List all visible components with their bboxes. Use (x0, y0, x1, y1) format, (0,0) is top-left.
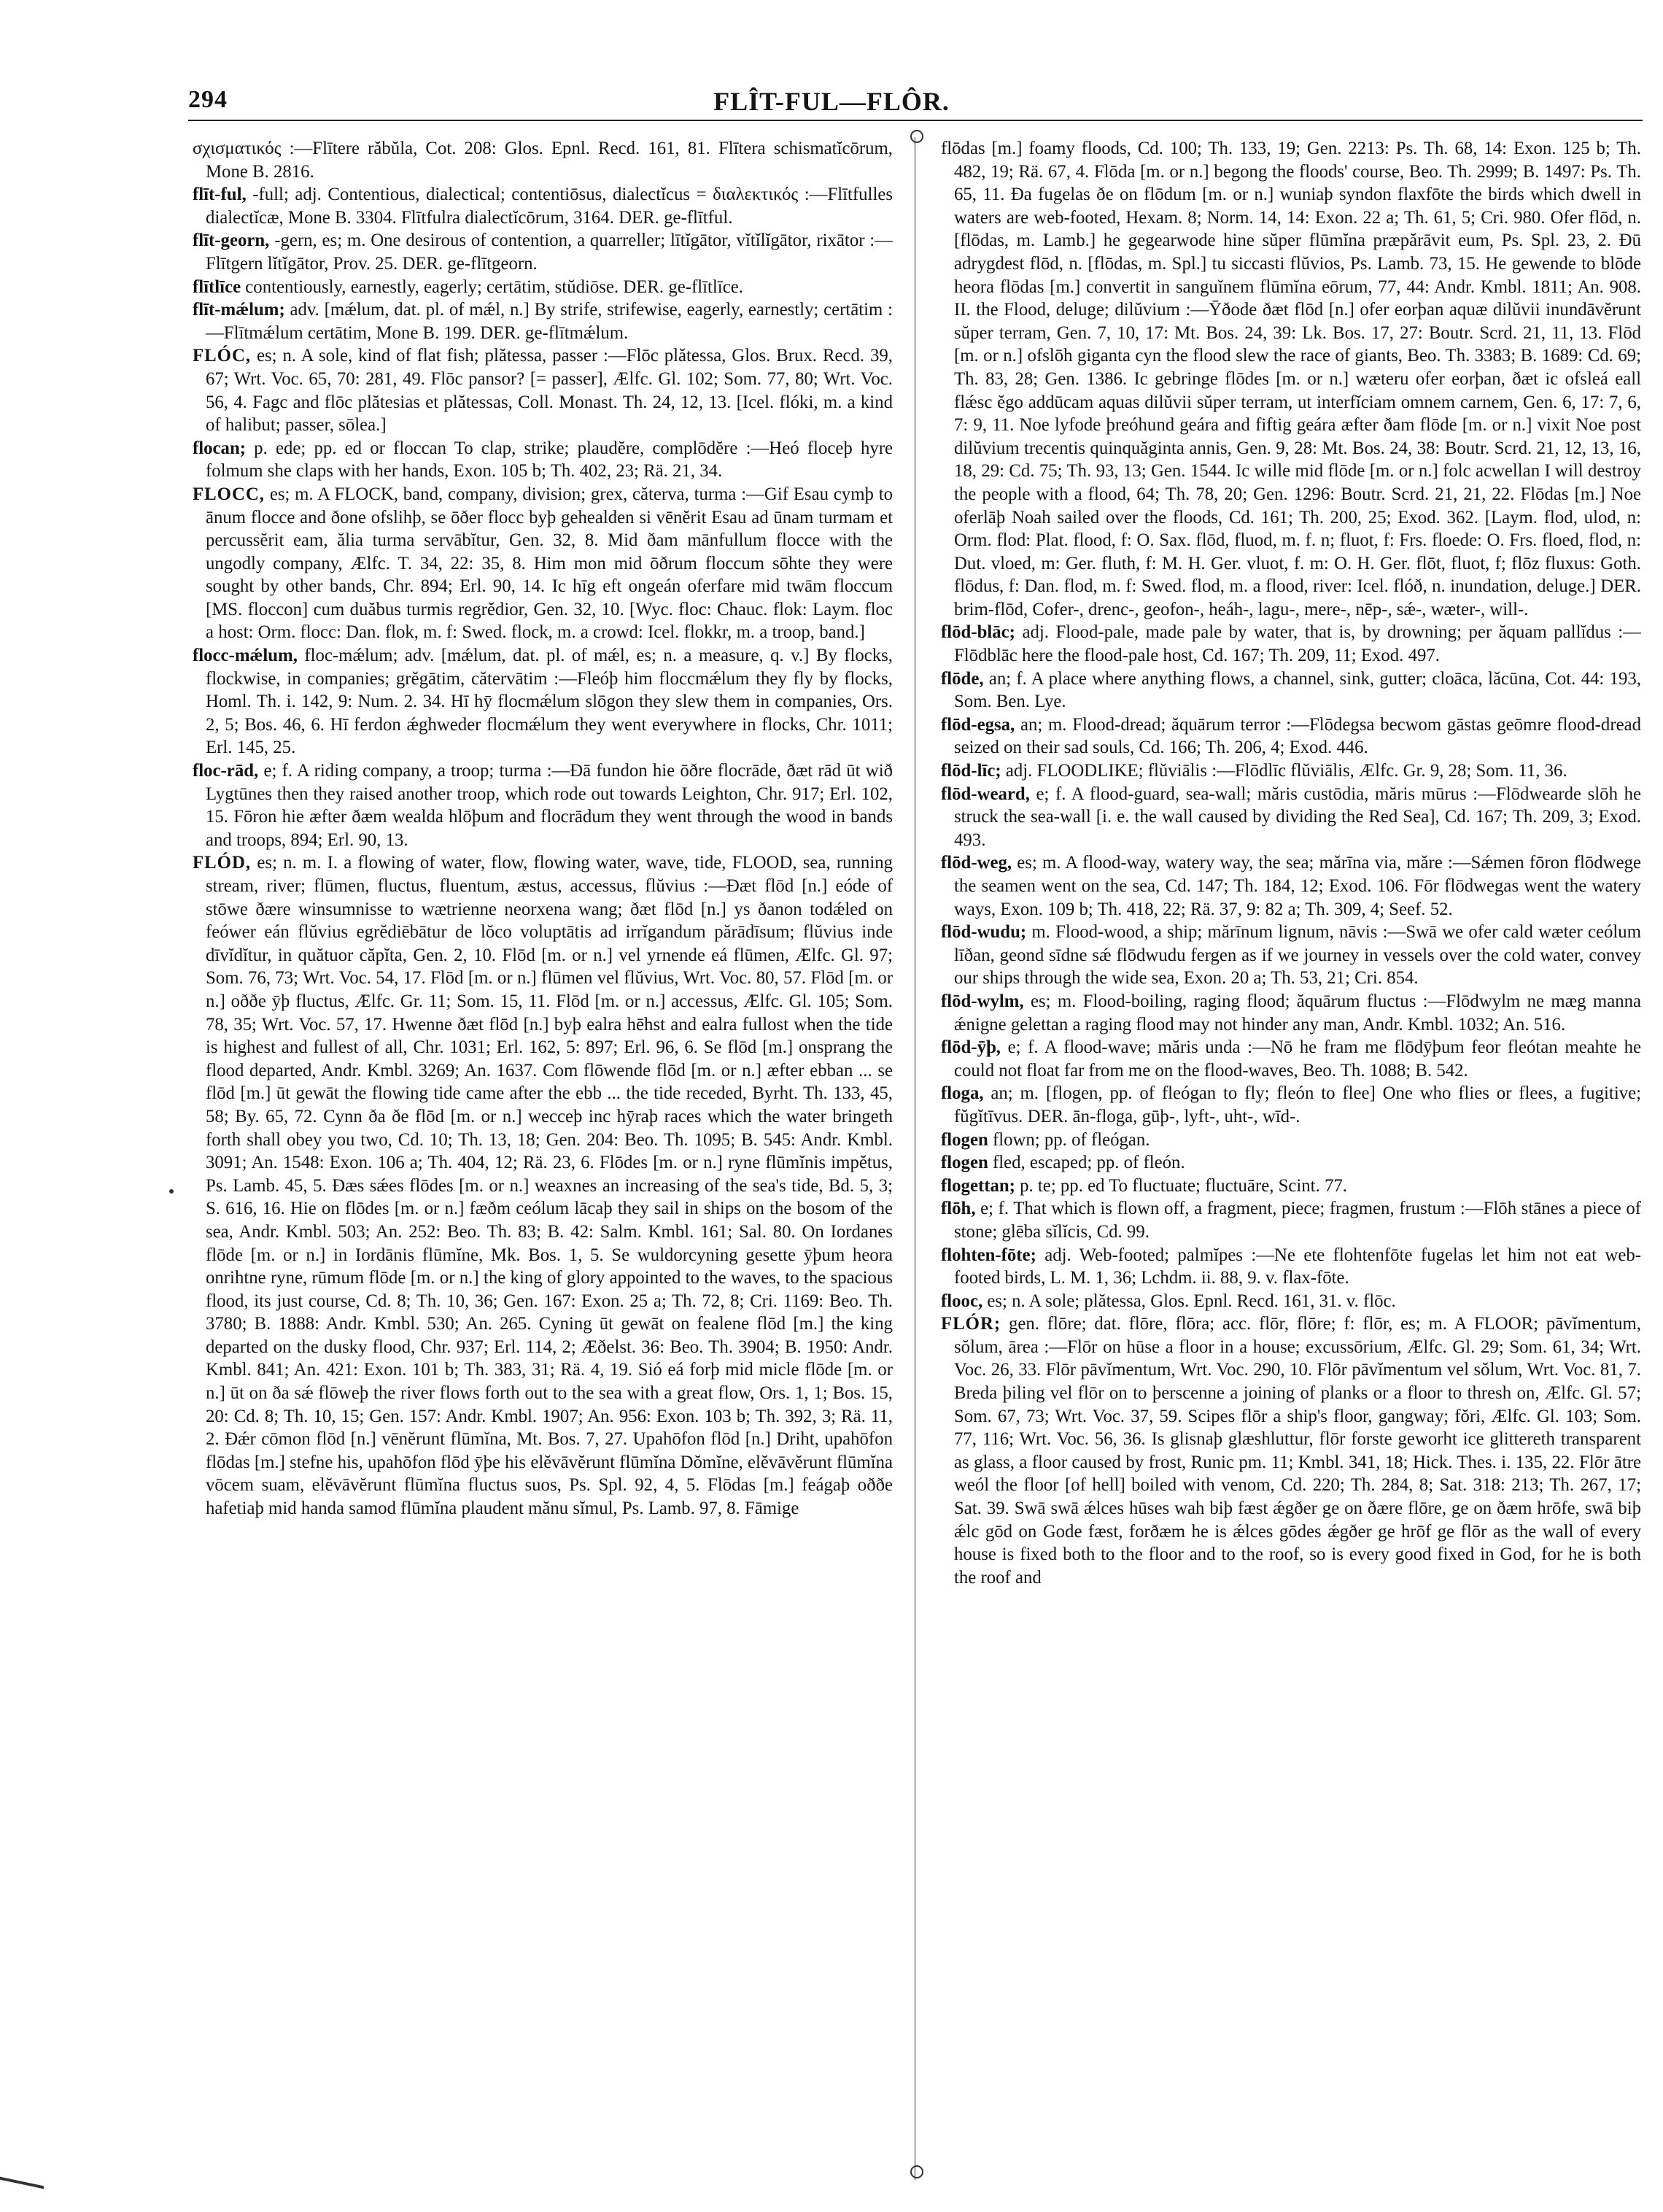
dictionary-entry (941, 1082, 1641, 1128)
page-number: 294 (188, 86, 228, 113)
headword: flīt-georn, (193, 231, 270, 251)
margin-dot (169, 1189, 174, 1194)
header-rule (188, 120, 1643, 121)
dictionary-entry (193, 437, 893, 483)
entry-body: adj. Flood-pale, made pale by water, that is, by drowning; per ăquam pallĭdus :—Flōdblāc here the flood-pale host, Cd. 167; Th. 209, 11; Exod. 497. (954, 622, 1641, 666)
entry-body: an; f. A place where anything flows, a channel, sink, gutter; cloāca, lăcūna, Cot. 44: 193, Som. Ben. Lye. (954, 668, 1641, 712)
headword: FLÓD, (193, 853, 252, 873)
headword: floc-rād, (193, 761, 259, 781)
entry-body: es; m. A FLOCK, band, company, division; grex, căterva, turma :—Gif Esau cymþ to ānum flocce and ðone ofslihþ, se ōðer flocc byþ gehealden si vēnĕrit Esau ad ūnam turmam et percussĕrit eam, ălia turma servābĭtur, Gen. 32, 8. Mid ðam mānfullum flocce with the ungodly company, Ælfc. T. 34, 22: 35, 8. Him mon mid ōðrum floccum sōhte they were sought by other bands, Chr. 894; Erl. 90, 14. Ic hīg eft ongeán oferfare mid twām floccum [MS. floccon] cum duăbus turmis regrĕdior, Gen. 32, 10. [Wyc. floc: Chauc. flok: Laym. floc a host: Orm. flocc: Dan. flok, m. f: Swed. flock, m. a crowd: Icel. flokkr, m. a troop, band.] (206, 484, 893, 643)
headword: flīt-mǽlum; (193, 300, 285, 320)
headword: flīt-ful, (193, 185, 247, 205)
entry-body: e; f. A flood-guard, sea-wall; măris custōdia, măris mūrus :—Flōdwearde slōh he struck the sea-wall [i. e. the wall caused by dividing the Red Sea], Cd. 167; Th. 209, 3; Exod. 493. (954, 784, 1641, 850)
entry-body: contentiously, earnestly, eagerly; certātim, stŭdiōse. DER. ge-flītlīce. (241, 276, 743, 297)
entry-body: es; n. m. I. a flowing of water, flow, flowing water, wave, tide, FLOOD, sea, running stream, river; flūmen, fluctus, fluentum, æstus, accessus, flŭvius :—Ðæt flōd [n.] eóde of stōwe ðære winsumnisse to wætrienne neorxena wang; ðæt flōd [n.] ys ðanon todǽled on feówer eán flŭvius egrĕdiēbātur de lŏco voluptātis ad irrĭgandum părādīsum; flŭvius inde dīvĭdĭtur, in quătuor căpĭta, Gen. 2, 10. Flōd [m. or n.] vel yrnende eá flūmen, Ælfc. Gl. 97; Som. 76, 73; Wrt. Voc. 54, 17. Flōd [m. or n.] flūmen vel flŭvius, Wrt. Voc. 80, 57. Flōd [m. or n.] oððe ȳþ fluctus, Ælfc. Gr. 11; Som. 15, 11. Flōd [m. or n.] accessus, Ælfc. Gl. 105; Som. 78, 35; Wrt. Voc. 57, 17. Hwenne ðæt flōd [n.] byþ ealra hēhst and ealra fullost when the tide is highest and fullest of all, Chr. 1031; Erl. 162, 5: 897; Erl. 96, 6. Se flōd [m.] onsprang the flood departed, Andr. Kmbl. 3269; An. 1637. Com flōwende flōd [m. or n.] æfter ebban ... se flōd [m.] ūt gewāt the flowing tide came after the ebb ... the tide receded, Byrht. Th. 133, 45, 58; By. 65, 72. Cynn ða ðe flōd [m. or n.] wecceþ inc hȳraþ races which the water bringeth forth shall obey you two, Cd. 10; Th. 13, 18; Gen. 204: Beo. Th. 1095; B. 545: Andr. Kmbl. 3091; An. 1548: Exon. 106 a; Th. 404, 12; Rä. 23, 6. Flōdes [m. or n.] ryne flūmĭnis impĕtus, Ps. Lamb. 45, 5. Ðæs sǽes flōdes [m. or n.] weaxnes an increasing of the sea's tide, Bd. 5, 3; S. 616, 16. Hie on flōdes [m. or n.] fæðm ceólum lācaþ they sail in ships on the bosom of the sea, Andr. Kmbl. 503; An. 252: Beo. Th. 83; B. 42: Salm. Kmbl. 161; Sal. 80. On Iordanes flōde [m. or n.] in Iordānis flūmĭne, Mk. Bos. 1, 5. Se wuldorcyning gesette ȳþum heora onrihtne ryne, rūmum flōde [m. or n.] the king of glory appointed to the waves, to the spacious flood, its just course, Cd. 8; Th. 10, 36; Gen. 167: Exon. 25 a; Th. 72, 8; Cri. 1169: Beo. Th. 3780; B. 1888: Andr. Kmbl. 530; An. 265. Cyning ūt gewāt on fealene flōd [m.] the king departed on the dusky flood, Chr. 937; Erl. 114, 2; Æðelst. 36: Beo. Th. 3904; B. 1950: Andr. Kmbl. 841; An. 421: Exon. 101 b; Th. 383, 31; Rä. 4, 19. Sió eá forþ mid micle flōde [m. or n.] ūt on ða sǽ flōweþ the river flows forth out to the sea with a great flow, Ors. 1, 1; Bos. 15, 20: Cd. 8; Th. 10, 15; Gen. 157: Andr. Kmbl. 1907; An. 956: Exon. 103 b; Th. 392, 3; Rä. 11, 2. Ðǽr cōmon flōd [n.] vēnĕrunt flūmĭna, Mt. Bos. 7, 27. Upahōfon flōd [n.] Driht, upahōfon flōdas [m.] stefne his, upahōfon flōd ȳþe his elĕvāvĕrunt flūmĭna Dŏmĭne, elĕvāvĕrunt flūmĭna vōcem suam, elĕvāvĕrunt flūmĭna fluctus suos, Ps. Spl. 92, 4, 5. Flōdas [m.] feágaþ oððe hafetiaþ mid handa samod flūmĭna plaudent mănu sĭmul, Ps. Lamb. 97, 8. Fāmige (206, 853, 893, 1519)
entry-body: es; m. Flood-boiling, raging flood; ăquārum fluctus :—Flōdwylm ne mæg manna ǽnigne gelettan a raging flood may not hinder any man, Andr. Kmbl. 1032; An. 516. (954, 991, 1641, 1035)
headword: flōd-egsa, (941, 714, 1015, 735)
dictionary-entry (941, 990, 1641, 1036)
entry-body: e; f. That which is flown off, a fragment, piece; fragmen, frustum :—Flōh stānes a piece of stone; glēba sĭlĭcis, Cd. 99. (954, 1199, 1641, 1242)
entry-body: an; m. [flogen, pp. of fleógan to fly; fleón to flee] One who flies or flees, a fugitive; fŭgĭtīvus. DER. ān-floga, gūþ-, lyft-, uht-, wīd-. (954, 1083, 1641, 1126)
dictionary-entry (941, 1197, 1641, 1243)
dictionary-entry (193, 183, 893, 229)
entry-body: e; f. A flood-wave; măris unda :—Nō he fram me flōdȳþum feor fleótan meahte he could not float far from me on the flood-waves, Beo. Th. 1088; B. 542. (954, 1037, 1641, 1080)
entry-body: floc-mǽlum; adv. [mǽlum, dat. pl. of mǽl, es; n. a measure, q. v.] By flocks, flockwise, in companies; grĕgātim, cătervātim :—Fleóþ him floccmǽlum they fly by flocks, Homl. Th. i. 142, 9: Num. 2. 34. Hī hȳ flocmǽlum slōgon they slew them in companies, Ors. 2, 5; Bos. 46, 6. Hī ferdon ǽghweder flocmǽlum they went everywhere in flocks, Chr. 1011; Erl. 145, 25. (206, 646, 893, 758)
dictionary-entry (941, 621, 1641, 667)
dictionary-entry (941, 1036, 1641, 1082)
corner-mark (0, 2155, 44, 2189)
entry-body: fled, escaped; pp. of fleón. (988, 1153, 1185, 1173)
entry-body: p. ede; pp. ed or floccan To clap, strike; plaudĕre, complōdĕre :—Heó floceþ hyre folmum she claps with her hands, Exon. 105 b; Th. 402, 23; Rä. 21, 34. (206, 438, 893, 482)
entry-body: an; m. Flood-dread; ăquārum terror :—Flōdegsa becwom gāstas geōmre flood-dread seized on their sad souls, Cd. 166; Th. 206, 4; Exod. 446. (954, 714, 1641, 758)
dictionary-entry (193, 851, 893, 1520)
headword: flohten-fōte; (941, 1245, 1036, 1265)
entry-body: -gern, es; m. One desirous of contention, a quarreller; lītĭgātor, vĭtĭlĭgātor, rixātor :—Flītgern lĭtĭgātor, Prov. 25. DER. ge-flītgeorn. (206, 231, 893, 274)
headword: flocan; (193, 438, 246, 458)
headword: flōh, (941, 1199, 976, 1219)
left-column (193, 137, 893, 2180)
dictionary-entry (941, 851, 1641, 921)
headword: flōde, (941, 668, 984, 689)
headword: flōd-wudu; (941, 922, 1027, 943)
dictionary-entry (941, 668, 1641, 714)
binding-mark-bottom (910, 2165, 923, 2178)
entry-body: flown; pp. of fleógan. (988, 1129, 1150, 1150)
dictionary-entry (193, 229, 893, 275)
entry-body: es; n. A sole; plătessa, Glos. Epnl. Recd. 161, 31. v. flōc. (982, 1291, 1396, 1311)
headword: flogettan; (941, 1175, 1015, 1196)
entry-body: p. te; pp. ed To fluctuate; fluctuāre, Scint. 77. (1015, 1175, 1347, 1196)
dictionary-entry (193, 137, 893, 183)
entry-body: e; f. A riding company, a troop; turma :—Ðā fundon hie ōðre flocrāde, ðæt rād ūt wið Lygtūnes then they raised another troop, which rode out towards Leighton, Chr. 917; Erl. 102, 15. Fōron hie æfter ðæm wealda hlōþum and flocrādum they went through the wood in bands and troops, 894; Erl. 90, 13. (206, 761, 893, 850)
dictionary-entry (193, 298, 893, 344)
entry-body: es; n. A sole, kind of flat fish; plătessa, passer :—Flōc plătessa, Glos. Brux. Recd. 39, 67; Wrt. Voc. 65, 70: 281, 49. Flōc pansor? [= passer], Ælfc. Gl. 102; Som. 77, 80; Wrt. Voc. 56, 4. Fagc and flōc plătesias et plătessas, Coll. Monast. Th. 24, 12, 13. [Icel. flóki, m. a kind of halibut; passer, sōlea.] (206, 346, 893, 436)
binding-mark-top (910, 130, 923, 143)
dictionary-entry (941, 1151, 1641, 1175)
dictionary-entry (193, 483, 893, 644)
dictionary-entry (941, 1290, 1641, 1313)
entry-body: m. Flood-wood, a ship; mărīnum lignum, nāvis :—Swā we ofer cald wæter ceólum līðan, geond sīdne sǽ flōdwudu fergen as if we journey in vessels over the cold water, convey our ships through the wide sea, Exon. 20 a; Th. 53, 21; Cri. 854. (954, 922, 1641, 989)
headword: FLÓR; (941, 1314, 1001, 1334)
dictionary-entry (193, 644, 893, 759)
headword: flōd-ȳþ, (941, 1037, 1001, 1058)
dictionary-entry (193, 344, 893, 436)
entry-body: es; m. A flood-way, watery way, the sea; mărīna via, măre :—Sǽmen fōron flōdwege the seamen went on the sea, Cd. 147; Th. 184, 12; Exod. 106. Fōr flōdwegas went the watery ways, Exon. 109 b; Th. 418, 22; Rä. 37, 9: 82 a; Th. 309, 4; Seef. 52. (954, 853, 1641, 919)
entry-body: adv. [mǽlum, dat. pl. of mǽl, n.] By strife, strifewise, eagerly, earnestly; certātim :—Flītmǽlum certātim, Mone B. 199. DER. ge-flītmǽlum. (206, 300, 893, 343)
entry-body: σχισματικός :—Flītere răbŭla, Cot. 208: Glos. Epnl. Recd. 161, 81. Flītera schismatĭcōrum, Mone B. 2816. (193, 139, 893, 182)
headword: FLÓC, (193, 346, 252, 366)
headword: flōd-weg, (941, 853, 1012, 873)
dictionary-entry (941, 1312, 1641, 1589)
dictionary-entry (193, 759, 893, 851)
headword: flooc, (941, 1291, 983, 1311)
dictionary-entry (941, 783, 1641, 852)
headword: floga, (941, 1083, 984, 1104)
headword: flogen (941, 1153, 988, 1173)
headword: flōd-blāc; (941, 622, 1015, 643)
headword: flītlīce (193, 276, 241, 297)
running-head: FLÎT-FUL—FLÔR. (713, 87, 950, 116)
headword: flōd-līc; (941, 761, 1001, 781)
dictionary-entry (941, 1244, 1641, 1290)
entry-body: -full; adj. Contentious, dialectical; contentiōsus, dialectĭcus = διαλεκτικός :—Flītfulles dialectĭcæ, Mone B. 3304. Flītfulra dialectĭcōrum, 3164. DER. ge-flītful. (206, 185, 893, 228)
headword: flocc-mǽlum, (193, 646, 298, 666)
entry-body: flōdas [m.] foamy floods, Cd. 100; Th. 133, 19; Gen. 2213: Ps. Th. 68, 14: Exon. 125 b; Th. 482, 19; Rä. 67, 4. Flōda [m. or n.] begong the floods' course, Beo. Th. 2999; B. 1497: Ps. Th. 65, 11. Ða fugelas ðe on flōdum [m. or n.] wuniaþ syndon flaxfōte the birds which dwell in waters are web-footed, Hexam. 8; Norm. 14, 14: Exon. 22 a; Th. 61, 5; Cri. 980. Ofer flōd, n. [flōdas, m. Lamb.] he gegearwode hine sŭper flūmĭna præpărāvit eum, Ps. Spl. 23, 2. Ðū adrygdest flōd, n. [flōdas, m. Spl.] tu siccasti flŭvios, Ps. Lamb. 73, 15. He gewende to blōde heora flōdas [m.] convertit in sanguĭnem flūmĭna eōrum, 77, 44: Andr. Kmbl. 1811; An. 908. II. the Flood, deluge; dilŭvium :—Ȳðode ðæt flōd [n.] ofer eorþan aquæ dilŭvii inundāvĕrunt sŭper terram, Gen. 7, 10, 17: Mt. Bos. 24, 39: Lk. Bos. 17, 27: Boutr. Scrd. 21, 11, 13. Flōd [m. or n.] ofslōh giganta cyn the flood slew the race of giants, Beo. Th. 3383; B. 1689: Cd. 69; Th. 83, 28; Gen. 1386. Ic gebringe flōdes [m. or n.] wæteru ofer eorþan, ðæt ic ofsleá eall flǽsc ĕgo addūcam aquas dilŭvii sŭper terram, ut interfĭciam omnem carnem, Gen. 6, 17: 7, 6, 7: 9, 11. Noe lyfode þreóhund geára and fiftig geára æfter ðam flōde [m. or n.] vixit Noe post dilŭvium trecentis quinquăginta annis, Gen. 9, 28: Mt. Bos. 24, 38: Boutr. Scrd. 21, 12, 13, 16, 18, 29: Cd. 75; Th. 93, 13; Gen. 1544. Ic wille mid flōde [m. or n.] folc acwellan I will destroy the people with a flood, 64; Th. 78, 20; Gen. 1296: Boutr. Scrd. 21, 21, 22. Flōdas [m.] Noe oferlāþ Noah sailed over the floods, Cd. 161; Th. 200, 25; Exod. 362. [Laym. flod, ulod, n: Orm. flod: Plat. flood, f: O. Sax. flōd, fluod, m. f. n; fluot, f: Frs. floede: O. Frs. floed, flod, n: Dut. vloed, m: Ger. fluth, f: M. H. Ger. vluot, f. m: O. H. Ger. flōt, fluot, f; flōz fluxus: Goth. flōdus, f: Dan. flod, m. f: Swed. flod, m. a flood, river: Icel. flóð, n. inundation, deluge.] DER. brim-flōd, Cofer-, drenc-, geofon-, heáh-, lagu-, mere-, nēp-, sǽ-, wæter-, will-. (941, 139, 1641, 619)
headword: flōd-weard, (941, 784, 1030, 804)
dictionary-entry (941, 759, 1641, 783)
entry-body: adj. FLOODLIKE; flŭviālis :—Flōdlīc flŭviālis, Ælfc. Gr. 9, 28; Som. 11, 36. (1001, 761, 1567, 781)
headword: FLOCC, (193, 484, 265, 504)
entry-body: gen. flōre; dat. flōre, flōra; acc. flōr, flōre; f: flōr, es; m. A FLOOR; pāvĭmentum, sŏlum, ārea :—Flōr on hūse a floor in a house; excussōrium, Ælfc. Gl. 29; Som. 61, 34; Wrt. Voc. 26, 33. Flōr pāvĭmentum, Wrt. Voc. 290, 10. Flōr pāvĭmentum vel sŏlum, Wrt. Voc. 81, 7. Breda þiling vel flōr on to þerscenne a joining of planks or a floor to thresh on, Ælfc. Gl. 57; Som. 67, 73; Wrt. Voc. 37, 59. Scipes flōr a ship's floor, gangway; fŏri, Ælfc. Gl. 103; Som. 77, 116; Wrt. Voc. 56, 36. Is glisnaþ glæshluttur, flōr forste geworht ice glittereth transparent as glass, a floor caused by frost, Runic pm. 11; Kmbl. 341, 18; Hick. Thes. i. 135, 22. Flōr ātre weól the floor [of hell] boiled with venom, Cd. 220; Th. 284, 8; Sat. 318: 213; Th. 267, 17; Sat. 39. Swā swā ǽlces hūses wah biþ fæst ǽgðer ge on ðære flōre, ge on ðæm hrōfe, swā biþ ǽlc gōd on Gode fæst, forðæm he is ǽlces gōdes ǽgðer ge hrōf ge flōr as the wall of every house is fixed both to the floor and to the roof, so is every good fixed in God, for he is both the roof and (954, 1314, 1641, 1588)
dictionary-entry (941, 714, 1641, 759)
right-column (941, 137, 1641, 2180)
dictionary-entry (941, 137, 1641, 621)
dictionary-entry (941, 1129, 1641, 1152)
headword: flogen (941, 1129, 988, 1150)
headword: flōd-wylm, (941, 991, 1024, 1011)
dictionary-entry (941, 921, 1641, 990)
dictionary-entry (941, 1175, 1641, 1198)
dictionary-entry (193, 276, 893, 299)
entry-body: adj. Web-footed; palmĭpes :—Ne ete flohtenfōte fugelas let him not eat web-footed birds, L. M. 1, 36; Lchdm. ii. 88, 9. v. flax-fōte. (954, 1245, 1641, 1288)
